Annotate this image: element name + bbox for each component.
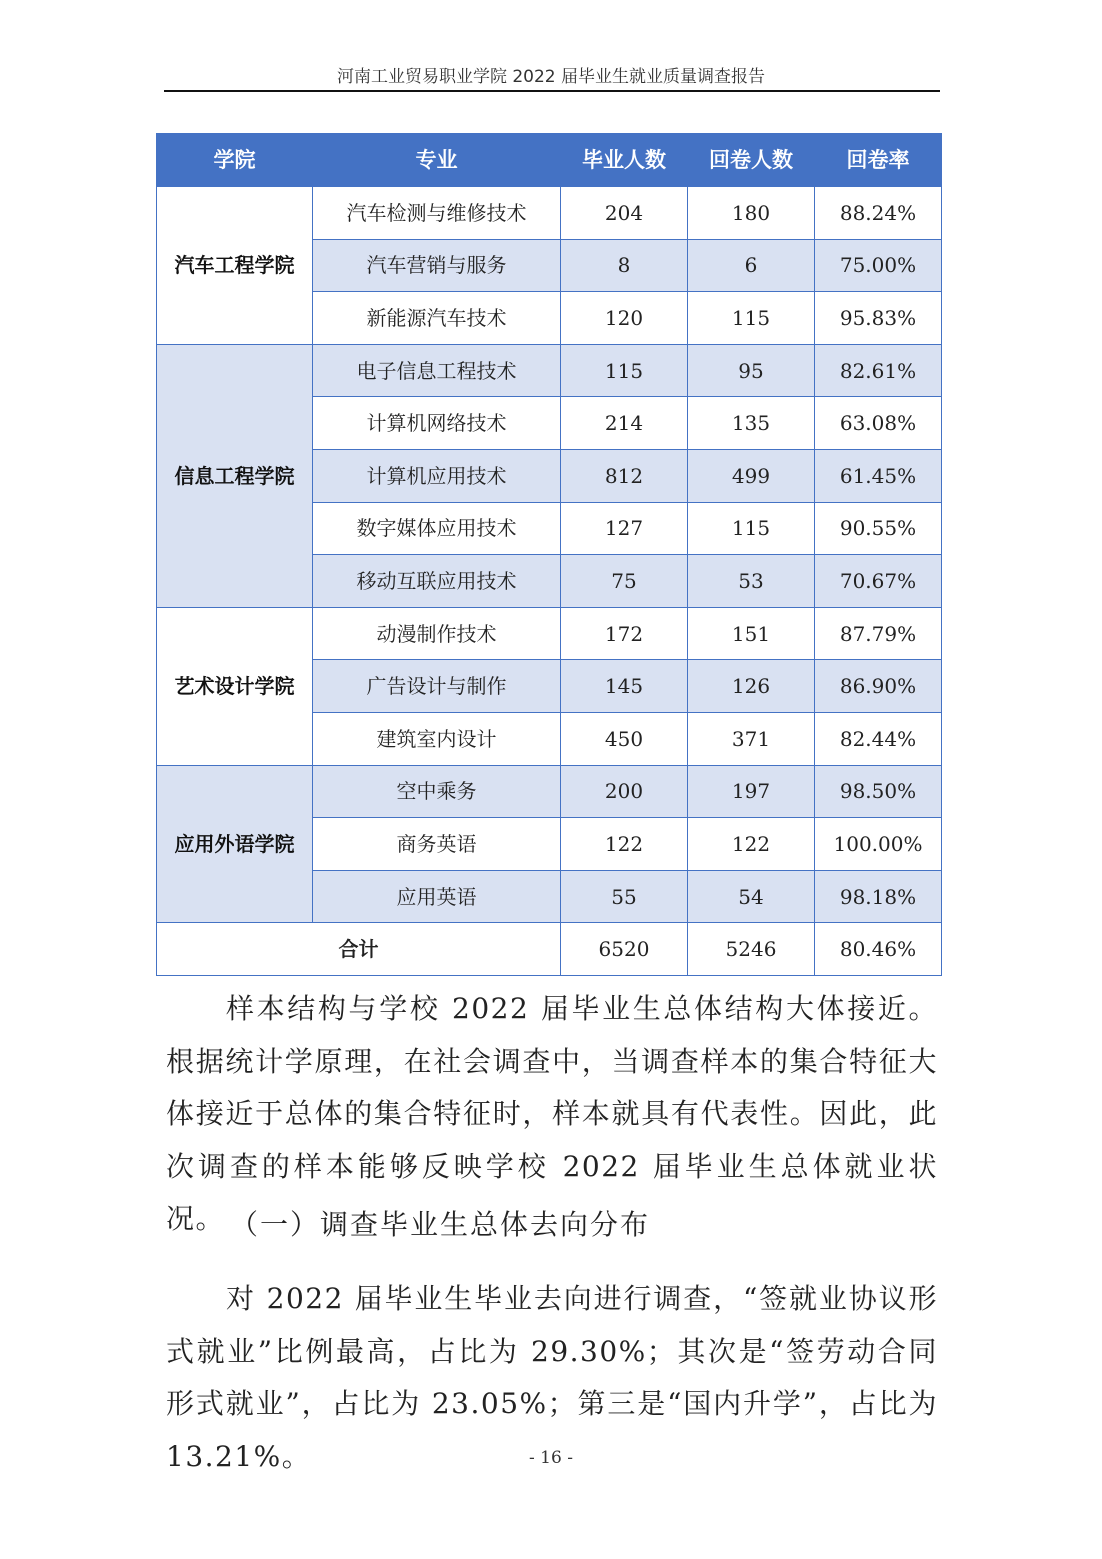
responses-cell: 371: [688, 712, 815, 765]
graduates-cell: 127: [561, 502, 688, 555]
rate-cell: 82.61%: [815, 344, 942, 397]
responses-cell: 115: [688, 292, 815, 345]
college-cell: 应用外语学院: [157, 765, 313, 923]
column-header-graduates: 毕业人数: [561, 134, 688, 187]
graduates-cell: 172: [561, 607, 688, 660]
total-rate: 80.46%: [815, 923, 942, 976]
column-header-responses: 回卷人数: [688, 134, 815, 187]
rate-cell: 82.44%: [815, 712, 942, 765]
major-cell: 汽车检测与维修技术: [313, 187, 561, 240]
responses-cell: 135: [688, 397, 815, 450]
major-cell: 汽车营销与服务: [313, 239, 561, 292]
graduates-cell: 75: [561, 555, 688, 608]
responses-cell: 180: [688, 187, 815, 240]
graduates-cell: 122: [561, 818, 688, 871]
rate-cell: 87.79%: [815, 607, 942, 660]
rate-cell: 95.83%: [815, 292, 942, 345]
table-row: [157, 765, 942, 818]
rate-cell: 100.00%: [815, 818, 942, 871]
total-label: 合计: [157, 923, 561, 976]
header-divider: [164, 90, 940, 92]
response-rate-table: [156, 133, 942, 976]
responses-cell: 122: [688, 818, 815, 871]
running-header: 河南工业贸易职业学院 2022 届毕业生就业质量调查报告: [336, 67, 766, 87]
responses-cell: 197: [688, 765, 815, 818]
responses-cell: 95: [688, 344, 815, 397]
graduates-cell: 55: [561, 870, 688, 923]
total-row: [157, 923, 942, 976]
section-heading: （一）调查毕业生总体去向分布: [230, 1208, 651, 1241]
major-cell: 动漫制作技术: [313, 607, 561, 660]
college-cell: 艺术设计学院: [157, 607, 313, 765]
column-header-major: 专业: [313, 134, 561, 187]
major-cell: 计算机应用技术: [313, 449, 561, 502]
major-cell: 移动互联应用技术: [313, 555, 561, 608]
rate-cell: 75.00%: [815, 239, 942, 292]
graduates-cell: 812: [561, 449, 688, 502]
graduates-cell: 145: [561, 660, 688, 713]
destination-paragraph: 对 2022 届毕业生毕业去向进行调查，“签就业协议形式就业”比例最高，占比为 29.30%；其次是“签劳动合同形式就业”，占比为 23.05%；第三是“国内升学”，占比为 13.21%。: [166, 1282, 938, 1473]
table-row: [157, 607, 942, 660]
rate-cell: 61.45%: [815, 449, 942, 502]
major-cell: 新能源汽车技术: [313, 292, 561, 345]
graduates-cell: 200: [561, 765, 688, 818]
college-cell: 信息工程学院: [157, 344, 313, 607]
graduates-cell: 120: [561, 292, 688, 345]
major-cell: 应用英语: [313, 870, 561, 923]
responses-cell: 126: [688, 660, 815, 713]
college-cell: 汽车工程学院: [157, 187, 313, 345]
table-row: [157, 344, 942, 397]
responses-cell: 53: [688, 555, 815, 608]
rate-cell: 90.55%: [815, 502, 942, 555]
column-header-rate: 回卷率: [815, 134, 942, 187]
graduates-cell: 115: [561, 344, 688, 397]
major-cell: 空中乘务: [313, 765, 561, 818]
rate-cell: 86.90%: [815, 660, 942, 713]
table-header-row: [157, 134, 942, 187]
responses-cell: 6: [688, 239, 815, 292]
rate-cell: 98.50%: [815, 765, 942, 818]
major-cell: 商务英语: [313, 818, 561, 871]
sample-structure-paragraph: 样本结构与学校 2022 届毕业生总体结构大体接近。根据统计学原理，在社会调查中，当调查样本的集合特征大体接近于总体的集合特征时，样本就具有代表性。因此，此次调查的样本能够反映学校 2022 届毕业生总体就业状况。: [166, 992, 938, 1235]
total-responses: 5246: [688, 923, 815, 976]
total-graduates: 6520: [561, 923, 688, 976]
graduates-cell: 8: [561, 239, 688, 292]
responses-cell: 499: [688, 449, 815, 502]
column-header-college: 学院: [157, 134, 313, 187]
major-cell: 数字媒体应用技术: [313, 502, 561, 555]
major-cell: 建筑室内设计: [313, 712, 561, 765]
responses-cell: 151: [688, 607, 815, 660]
graduates-cell: 214: [561, 397, 688, 450]
rate-cell: 88.24%: [815, 187, 942, 240]
responses-cell: 115: [688, 502, 815, 555]
rate-cell: 70.67%: [815, 555, 942, 608]
major-cell: 电子信息工程技术: [313, 344, 561, 397]
major-cell: 计算机网络技术: [313, 397, 561, 450]
graduates-cell: 204: [561, 187, 688, 240]
rate-cell: 63.08%: [815, 397, 942, 450]
table-row: [157, 187, 942, 240]
major-cell: 广告设计与制作: [313, 660, 561, 713]
page-number: - 16 -: [529, 1448, 573, 1468]
rate-cell: 98.18%: [815, 870, 942, 923]
graduates-cell: 450: [561, 712, 688, 765]
responses-cell: 54: [688, 870, 815, 923]
